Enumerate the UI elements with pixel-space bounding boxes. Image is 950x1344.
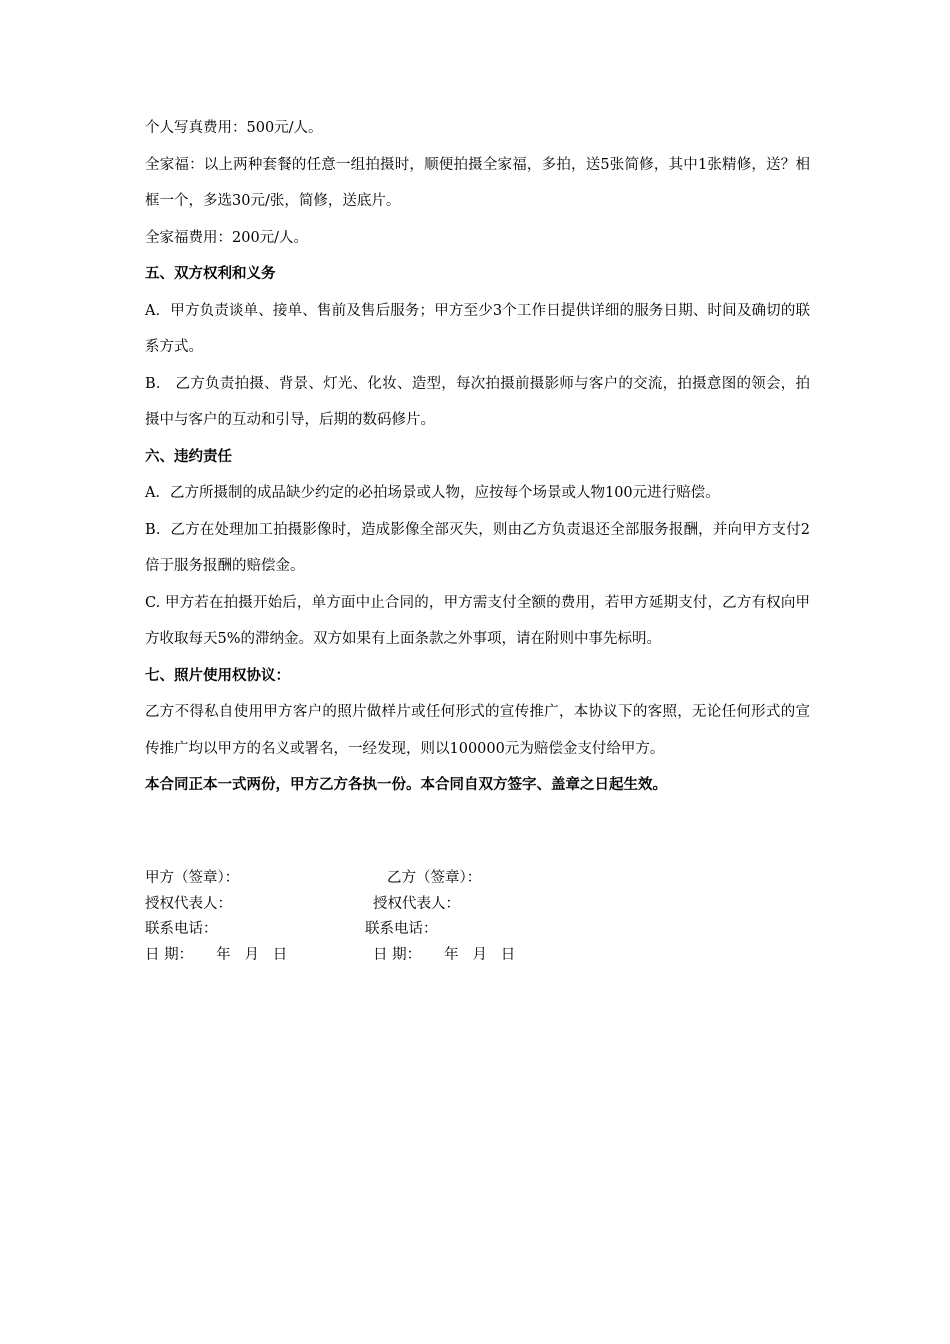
signature-block <box>145 866 645 968</box>
signature-row-date <box>145 943 645 969</box>
party-a-phone-label: 联系电话： <box>145 921 218 937</box>
party-b-phone-label: 联系电话： <box>365 921 438 937</box>
rights-clause-b: B． 乙方负责拍摄、背景、灯光、化妆、造型，每次拍摄前摄影师与客户的交流，拍摄意图的领会，拍摄中与客户的互动和引导，后期的数码修片。 <box>145 375 810 428</box>
liability-clause-a: A．乙方所摄制的成品缺少约定的必拍场景或人物，应按每个场景或人物100元进行赔偿。 <box>145 485 720 501</box>
section-heading-usage-rights: 七、照片使用权协议： <box>145 666 290 684</box>
party-b-seal-label: 乙方（签章）： <box>387 870 482 886</box>
portrait-fee-paragraph: 个人写真费用：500元/人。 <box>145 120 323 136</box>
party-a-date-label: 日 期： 年 月 日 <box>145 946 288 963</box>
contract-body <box>145 110 810 804</box>
signature-row-phone <box>145 917 645 943</box>
family-photo-fee-paragraph: 全家福费用：200元/人。 <box>145 229 309 246</box>
section-heading-liability: 六、违约责任 <box>145 447 232 465</box>
contract-effect-statement: 本合同正本一式两份，甲方乙方各执一份。本合同自双方签字、盖章之日起生效。 <box>145 776 667 793</box>
signature-row-seal <box>145 866 645 892</box>
party-b-representative-label: 授权代表人： <box>373 895 460 912</box>
signature-row-representative <box>145 892 645 918</box>
section-heading-rights: 五、双方权利和义务 <box>145 265 276 282</box>
party-a-representative-label: 授权代表人： <box>145 895 232 912</box>
party-a-seal-label: 甲方（签章）： <box>145 870 240 886</box>
party-b-date-label: 日 期： 年 月 日 <box>373 946 516 963</box>
family-photo-paragraph: 全家福：以上两种套餐的任意一组拍摄时，顺便拍摄全家福，多拍，送5张简修，其中1张精修，送？相框一个，多选30元/张，简修，送底片。 <box>145 156 810 209</box>
liability-clause-b: B．乙方在处理加工拍摄影像时，造成影像全部灭失，则由乙方负责退还全部服务报酬，并向甲方支付2倍于服务报酬的赔偿金。 <box>145 521 810 574</box>
liability-clause-c: C. 甲方若在拍摄开始后，单方面中止合同的，甲方需支付全额的费用，若甲方延期支付，乙方有权向甲方收取每天5%的滞纳金。双方如果有上面条款之外事项，请在附则中事先标明。 <box>145 594 810 647</box>
usage-rights-paragraph: 乙方不得私自使用甲方客户的照片做样片或任何形式的宣传推广，本协议下的客照，无论任何形式的宣传推广均以甲方的名义或署名，一经发现，则以100000元为赔偿金支付给甲方。 <box>145 704 810 757</box>
rights-clause-a: A．甲方负责谈单、接单、售前及售后服务；甲方至少3个工作日提供详细的服务日期、时间及确切的联系方式。 <box>145 302 810 355</box>
